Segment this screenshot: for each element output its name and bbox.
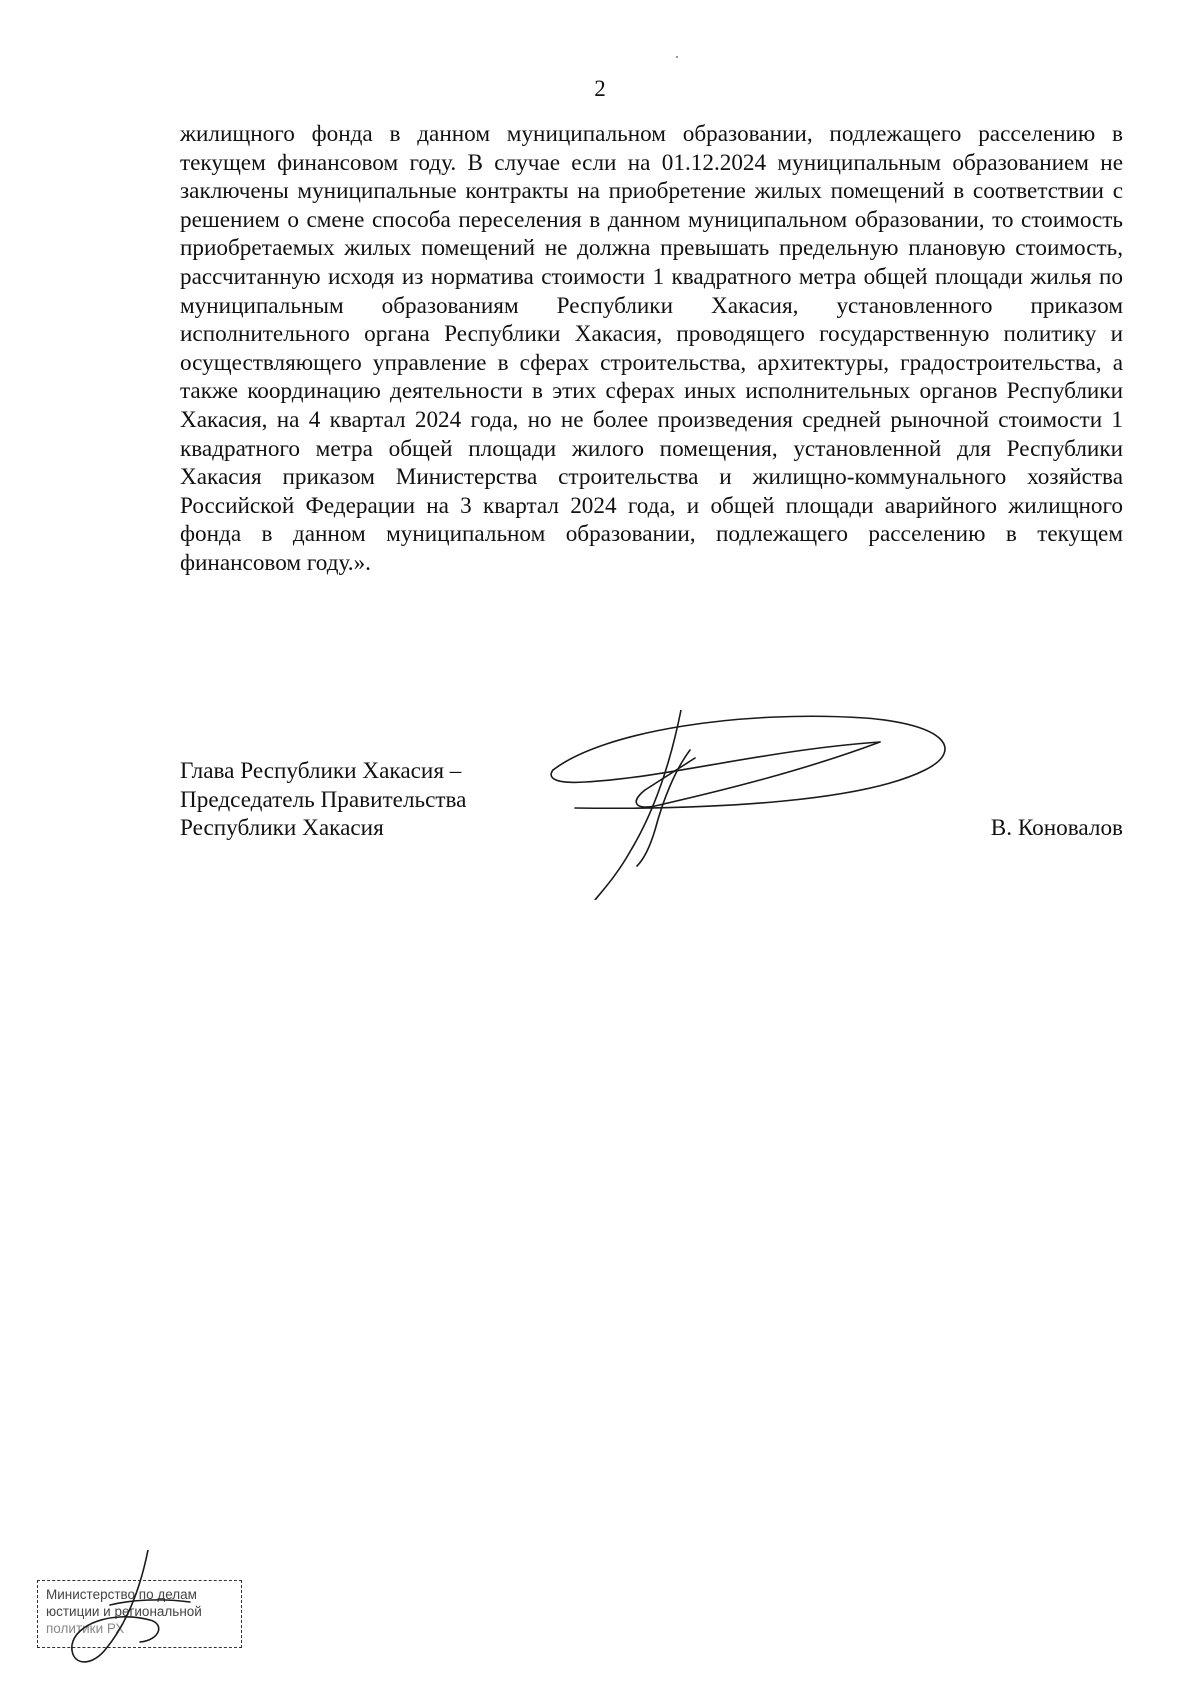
initials-stroke (72, 1550, 159, 1662)
signer-title-line: Председатель Правительства (180, 786, 467, 813)
stamp-line: Министерство по делам (46, 1587, 197, 1602)
signer-title-line: Республики Хакасия (180, 815, 384, 842)
scan-artifact (676, 56, 678, 58)
signer-name: В. Коновалов (990, 815, 1123, 841)
signature-stroke (553, 716, 945, 808)
initials-stroke (110, 1600, 190, 1605)
stamp-line: политики РХ (46, 1621, 125, 1636)
body-paragraph: жилищного фонда в данном муниципальном образовании, подлежащего расселению в текущем финансовом году. В случае если на 01.12.2024 муниципальным образованием не заключены муниципальные контракты на приобретение жилых помещений в соответствии с решением о смене способа переселения в данном муниципальном образовании, то стоимость приобретаемых жилых помещений не должна превышать предельную плановую стоимость, рассчитанную исходя из норматива стоимости 1 квадратного метра общей площади жилья по муниципальным образованиям Республики Хакасия, установленного приказом исполнительного органа Республики Хакасия, проводящего государственную политику и осуществляющего управление в сферах строительства, архитектуры, градостроительства, а также координацию деятельности в этих сферах иных исполнительных органов Республики Хакасия, на 4 квартал 2024 года, но не более произведения средней рыночной стоимости 1 квадратного метра общей площади жилого помещения, установленной для Республики Хакасия приказом Министерства строительства и жилищно-коммунального хозяйства Российской Федерации на 3 квартал 2024 года, и общей площади аварийного жилищного фонда в данном муниципальном образовании, подлежащего расселению в текущем финансовом году.». (180, 121, 1123, 576)
signer-title (180, 757, 466, 843)
handwritten-initials (50, 1550, 210, 1670)
stamp-line: юстиции и региональной (46, 1604, 202, 1619)
page-number: 2 (594, 76, 606, 101)
handwritten-signature (545, 710, 975, 900)
signer-title-line: Глава Республики Хакасия – (180, 758, 462, 784)
signature-stroke (551, 742, 880, 782)
signature-stroke (636, 742, 880, 807)
